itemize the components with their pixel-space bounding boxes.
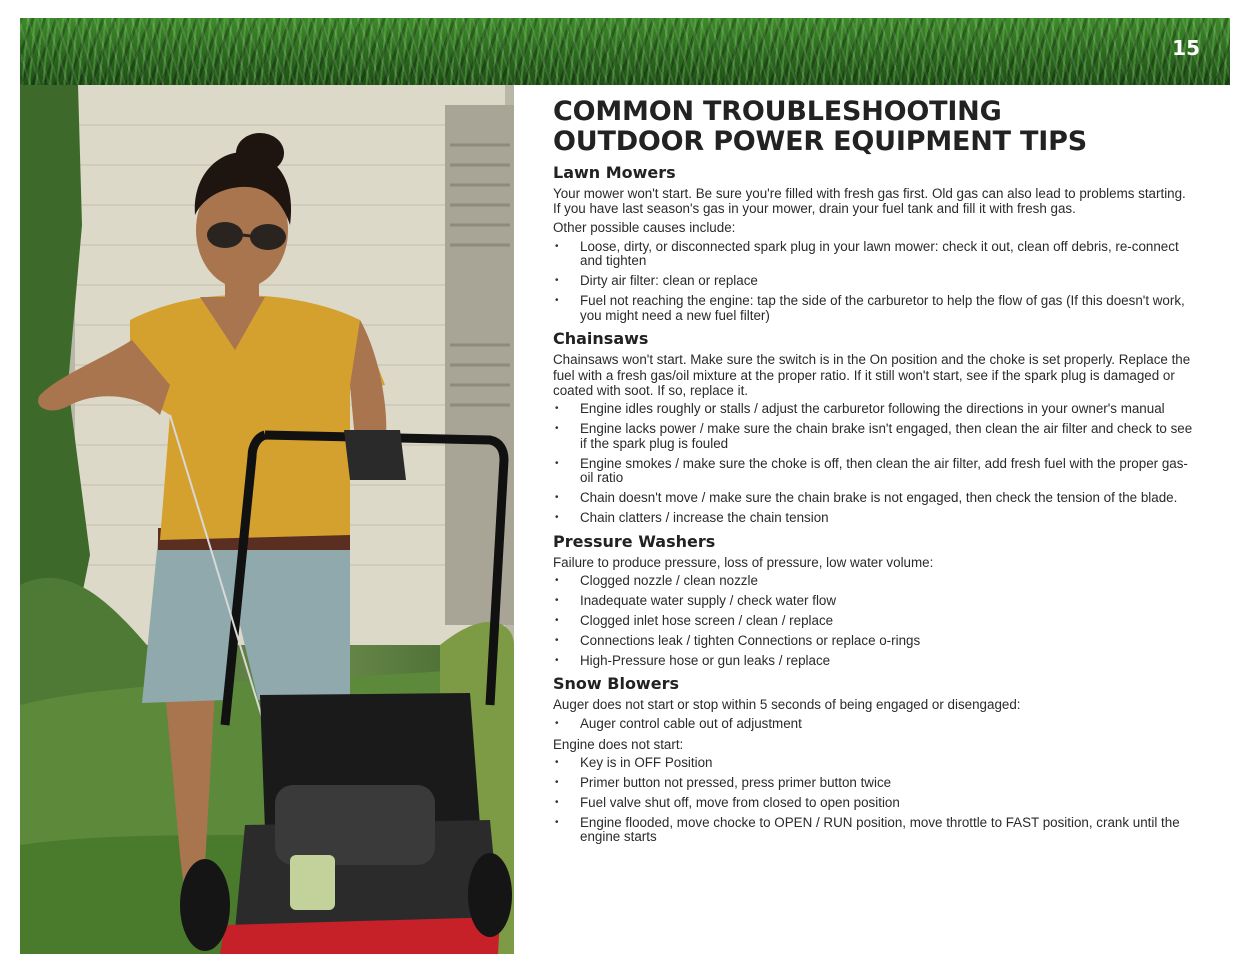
section-heading-lawn-mowers: Lawn Mowers [553, 163, 676, 182]
page-title: COMMON TROUBLESHOOTING OUTDOOR POWER EQUIPMENT TIPS [553, 96, 1087, 157]
list-item: • Engine flooded, move chocke to OPEN / RUN position, move throttle to FAST position, crank until the engine starts [553, 816, 1193, 845]
grass-banner [20, 18, 1230, 85]
section-heading-chainsaws: Chainsaws [553, 329, 649, 349]
list-item: • High-Pressure hose or gun leaks / replace [553, 654, 1193, 669]
list-item: • Connections leak / tighten Connections or replace o-rings [553, 634, 1193, 649]
woman-mowing-lawn-photo [20, 85, 514, 954]
list-item: • Fuel not reaching the engine: tap the side of the carburetor to help the flow of gas (If this doesn't work, you might need a new fuel filter) [553, 294, 1193, 323]
list-item: • Dirty air filter: clean or replace [553, 274, 1193, 289]
list-item: • Clogged nozzle / clean nozzle [553, 574, 1193, 589]
tips-list [553, 240, 1193, 324]
tips-list [553, 717, 1193, 732]
tips-list [553, 574, 1193, 669]
list-item: • Inadequate water supply / check water flow [553, 594, 1193, 609]
list-item: • Chain doesn't move / make sure the chain brake is not engaged, then check the tension of the blade. [553, 491, 1193, 506]
article [553, 97, 1193, 850]
section-heading-pressure-washers: Pressure Washers [553, 531, 716, 551]
list-item: • Primer button not pressed, press primer button twice [553, 776, 1193, 791]
section-intro: Auger does not start or stop within 5 seconds of being engaged or disengaged: [553, 697, 1021, 713]
list-item: • Engine idles roughly or stalls / adjust the carburetor following the directions in your owner's manual [553, 402, 1193, 417]
list-item: • Engine lacks power / make sure the chain brake isn't engaged, then clean the air filter and check to see if the spark plug is fouled [553, 422, 1193, 451]
list-item: • Loose, dirty, or disconnected spark plug in your lawn mower: check it out, clean off debris, re-connect and tighten [553, 240, 1193, 269]
section-intro: Your mower won't start. Be sure you're filled with fresh gas first. Old gas can also lead to problems starting. If you have last season's gas in your mower, drain your fuel tank and fill it with fresh gas. [553, 186, 1186, 217]
section-subintro: Engine does not start: [553, 736, 684, 752]
list-item: • Engine smokes / make sure the choke is off, then clean the air filter, add fresh fuel with the proper gas-oil ratio [553, 457, 1193, 486]
section-heading-snow-blowers: Snow Blowers [553, 674, 679, 694]
page-number: 15 [1172, 36, 1200, 60]
list-item: • Auger control cable out of adjustment [553, 717, 1193, 732]
section-intro: Chainsaws won't start. Make sure the switch is in the On position and the choke is set properly. Replace the fuel with a fresh gas/oil mixture at the proper ratio. If it still won't start, see if the spark plug is damaged or coated with soot. If so, replace it. [553, 352, 1191, 398]
list-item: • Key is in OFF Position [553, 756, 1193, 771]
section-intro: Failure to produce pressure, loss of pressure, low water volume: [553, 554, 934, 570]
tips-list [553, 402, 1193, 526]
section-subintro: Other possible causes include: [553, 220, 736, 236]
list-item: • Chain clatters / increase the chain tension [553, 511, 1193, 526]
tips-list [553, 756, 1193, 845]
list-item: • Clogged inlet hose screen / clean / replace [553, 614, 1193, 629]
list-item: • Fuel valve shut off, move from closed to open position [553, 796, 1193, 811]
